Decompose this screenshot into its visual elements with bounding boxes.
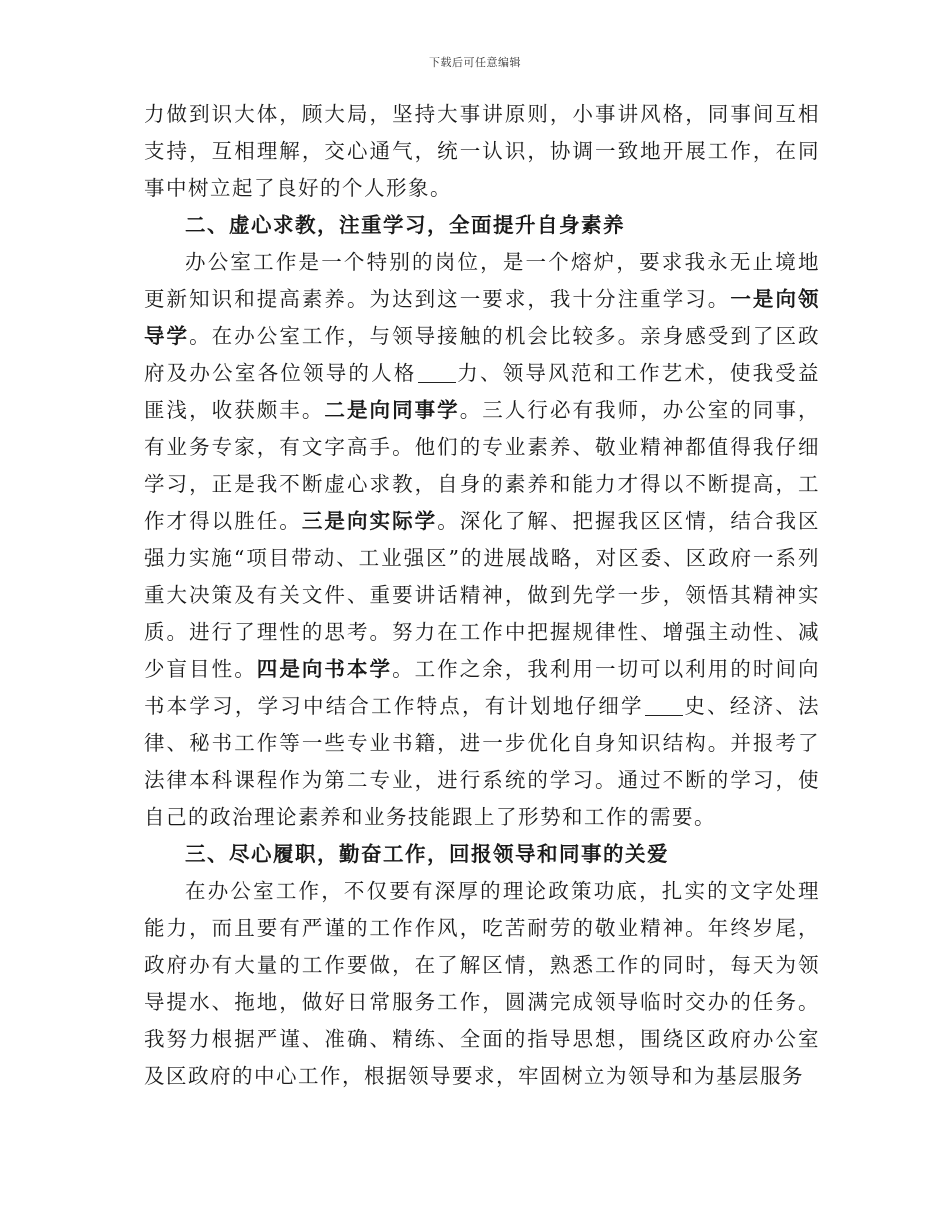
blank-underline xyxy=(418,362,456,384)
text-run: 。在办公室工作，与领导接触的机会比较多。亲身感受到了区政府及办公室各位领导的人格 xyxy=(144,324,821,385)
bold-point-1: 一是向领导学 xyxy=(144,287,820,348)
text-run: 办公室工作是一个特别的岗位，是一个熔炉，要求我永无止境地更新知识和提高素养。为达到这一要求，我十分注重学习。 xyxy=(144,250,820,311)
page-header-note: 下载后可任意编辑 xyxy=(429,56,521,69)
document-body xyxy=(144,96,820,1095)
paragraph-study xyxy=(144,244,820,836)
text-run: 力、领导风范和工作艺术，使我受益匪浅，收获颇丰。 xyxy=(144,361,821,422)
text-run: 。工作之余，我利用一切可以利用的时间向书本学习，学习中结合工作特点，有计划地仔细学 xyxy=(144,657,821,718)
bold-point-2: 二是向同事学 xyxy=(324,398,460,422)
paragraph-continuation: 力做到识大体，顾大局，坚持大事讲原则，小事讲风格，同事间互相支持，互相理解，交心通气，统一认识，协调一致地开展工作，在同事中树立起了良好的个人形象。 xyxy=(144,102,820,200)
bold-point-4: 四是向书本学 xyxy=(256,657,393,681)
bold-point-3: 三是向实际学 xyxy=(301,509,438,533)
section-heading-2: 二、虚心求教，注重学习，全面提升自身素养 xyxy=(185,213,625,237)
text-run: 。三人行必有我师，办公室的同事，有业务专家，有文字高手。他们的专业素养、敬业精神都值得我仔细学习，正是我不断虚心求教，自身的素养和能力才得以不断提高，工作才得以胜任。 xyxy=(144,398,821,533)
section-heading-3: 三、尽心履职，勤奋工作，回报领导和同事的关爱 xyxy=(185,842,669,866)
paragraph-duty: 在办公室工作，不仅要有深厚的理论政策功底，扎实的文字处理能力，而且要有严谨的工作作风，吃苦耐劳的敬业精神。年终岁尾，政府办有大量的工作要做，在了解区情，熟悉工作的同时，每天为领导提水、拖地，做好日常服务工作，圆满完成领导临时交办的任务。我努力根据严谨、准确、精练、全面的指导思想，围绕区政府办公室及区政府的中心工作，根据领导要求，牢固树立为领导和为基层服务 xyxy=(144,879,820,1088)
text-run: 。深化了解、把握我区区情，结合我区强力实施“项目带动、工业强区”的进展战略，对区委、区政府一系列重大决策及有关文件、重要讲话精神，做到先学一步，领悟其精神实质。进行了理性的思考。努力在工作中把握规律性、增强主动性、减少盲目性。 xyxy=(144,509,821,681)
blank-underline xyxy=(645,695,683,717)
text-run: 史、经济、法律、秘书工作等一些专业书籍，进一步优化自身知识结构。并报考了法律本科课程作为第二专业，进行系统的学习。通过不断的学习，使自己的政治理论素养和业务技能跟上了形势和工作的需要。 xyxy=(144,694,821,829)
